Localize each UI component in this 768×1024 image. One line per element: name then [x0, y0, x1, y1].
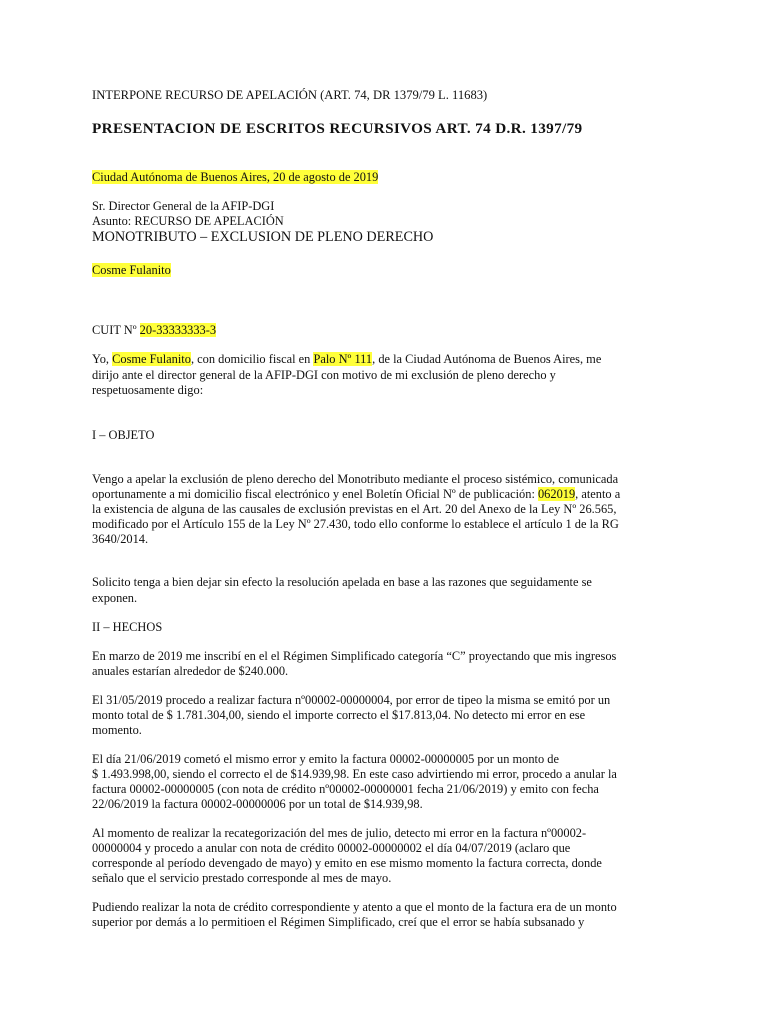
- intro-line-1: [92, 352, 601, 367]
- hechos-p2-line-2: monto total de $ 1.781.304,00, siendo el importe correcto el $17.813,04. No detecto mi error en ese: [92, 708, 586, 722]
- objeto-line-3: la existencia de alguna de las causales de exclusión previstas en el Art. 20 del Anexo de la Ley Nº 26.565,: [92, 502, 617, 516]
- intro-text-a: Yo,: [92, 352, 113, 366]
- hechos-p4-line-3: corresponde al período devengado de mayo) y emito en ese mismo momento la factura correcta, donde: [92, 856, 602, 870]
- date-line: [92, 170, 378, 185]
- objeto-line-1: Vengo a apelar la exclusión de pleno derecho del Monotributo mediante el proceso sistémico, comunicada: [92, 472, 619, 486]
- hechos-p3-line-4: 22/06/2019 la factura 00002-00000006 por un total de $14.939,98.: [92, 797, 423, 811]
- objeto-text-b: , atento a: [575, 487, 621, 501]
- hechos-p3-line-2: $ 1.493.998,00, siendo el correcto el de $14.939,98. En este caso advirtiendo mi error, procedo a anular la: [92, 767, 617, 781]
- hechos-p5-line-1: Pudiendo realizar la nota de crédito correspondiente y atento a que el monto de la factura era de un monto: [92, 900, 617, 914]
- cuit-label: CUIT Nº: [92, 323, 140, 337]
- intro-line-3: respetuosamente digo:: [92, 383, 204, 397]
- hechos-p3-line-1: El día 21/06/2019 cometó el mismo error y emito la factura 00002-00000005 por un monto de: [92, 752, 559, 766]
- publication-number: 062019: [537, 487, 576, 501]
- sender-name-text: Cosme Fulanito: [92, 263, 171, 277]
- hechos-p1-line-1: En marzo de 2019 me inscribí en el el Régimen Simplificado categoría “C” proyectando que mis ingresos: [92, 649, 617, 663]
- sender-name: [92, 263, 171, 278]
- intro-text-b: , con domicilio fiscal en: [190, 352, 314, 366]
- intro-address: Palo Nº 111: [313, 352, 373, 366]
- date-line-text: Ciudad Autónoma de Buenos Aires, 20 de agosto de 2019: [92, 170, 379, 184]
- hechos-p3-line-3: factura 00002-00000005 (con nota de crédito nº00002-00000001 fecha 21/06/2019) y emito con fecha: [92, 782, 599, 796]
- cuit-value: 20-33333333-3: [139, 323, 217, 337]
- intro-text-c: , de la Ciudad Autónoma de Buenos Aires, me: [372, 352, 602, 366]
- hechos-p4-line-2: 00000004 y procedo a anular con nota de crédito 00002-00000002 el día 04/07/2019 (aclaro que: [92, 841, 571, 855]
- hechos-p2-line-3: momento.: [92, 723, 142, 737]
- request-line-2: exponen.: [92, 591, 138, 605]
- document-header: INTERPONE RECURSO DE APELACIÓN (ART. 74, DR 1379/79 L. 11683): [92, 88, 488, 102]
- hechos-p4-line-4: señalo que el servicio prestado corresponde al mes de mayo.: [92, 871, 392, 885]
- section-heading-objeto: I – OBJETO: [92, 428, 155, 442]
- hechos-p2-line-1: El 31/05/2019 procedo a realizar factura nº00002-00000004, por error de tipeo la misma se emitó por un: [92, 693, 611, 707]
- objeto-line-2: [92, 487, 620, 502]
- intro-line-2: dirijo ante el director general de la AFIP-DGI con motivo de mi exclusión de pleno derecho y: [92, 368, 556, 382]
- document-title: PRESENTACION DE ESCRITOS RECURSIVOS ART. 74 D.R. 1397/79: [92, 120, 583, 137]
- request-line-1: Solicito tenga a bien dejar sin efecto la resolución apelada en base a las razones que seguidamente se: [92, 575, 592, 589]
- subject-line: Asunto: RECURSO DE APELACIÓN: [92, 214, 284, 228]
- hechos-p4-line-1: Al momento de realizar la recategorización del mes de julio, detecto mi error en la factura nº00002-: [92, 826, 587, 840]
- section-heading-hechos: II – HECHOS: [92, 620, 163, 634]
- subject-detail: MONOTRIBUTO – EXCLUSION DE PLENO DERECHO: [92, 229, 434, 245]
- intro-name: Cosme Fulanito: [112, 352, 191, 366]
- hechos-p1-line-2: anuales estarían alrededor de $240.000.: [92, 664, 289, 678]
- cuit-line: [92, 323, 216, 338]
- addressee: Sr. Director General de la AFIP-DGI: [92, 199, 275, 213]
- objeto-text-a: oportunamente a mi domicilio fiscal electrónico y enel Boletín Oficial Nº de publicación:: [92, 487, 538, 501]
- hechos-p5-line-2: superior por demás a lo permitioen el Régimen Simplificado, creí que el error se había subsanado y: [92, 915, 585, 929]
- objeto-line-4: modificado por el Artículo 155 de la Ley Nº 27.430, todo ello conforme lo establece el artículo 1 de la RG: [92, 517, 619, 531]
- objeto-line-5: 3640/2014.: [92, 532, 149, 546]
